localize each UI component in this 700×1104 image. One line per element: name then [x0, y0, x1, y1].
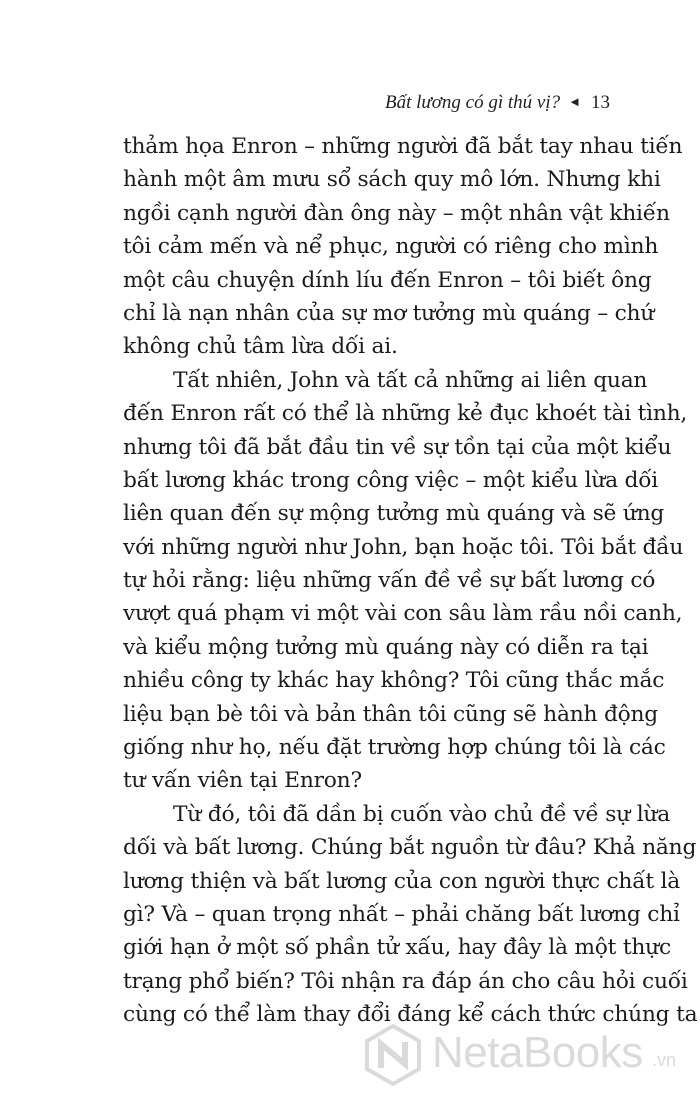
- text-line: hành một âm mưu sổ sách quy mô lớn. Nhưng khi: [123, 167, 661, 193]
- text-line: nhiều công ty khác hay không? Tôi cũng thắc mắc: [123, 668, 665, 694]
- text-line: trạng phổ biến? Tôi nhận ra đáp án cho câu hỏi cuối: [123, 968, 688, 994]
- text-line: một câu chuyện dính líu đến Enron – tôi biết ông: [123, 267, 652, 293]
- text-line: tôi cảm mến và nể phục, người có riêng cho mình: [123, 234, 659, 260]
- text-line: tự hỏi rằng: liệu những vấn đề về sự bất lương có: [123, 568, 656, 594]
- text-line: liên quan đến sự mộng tưởng mù quáng và sẽ ứng: [123, 501, 665, 527]
- text-line: liệu bạn bè tôi và bản thân tôi cũng sẽ hành động: [123, 701, 659, 727]
- text-line: giới hạn ở một số phần tử xấu, hay đây là một thực: [123, 935, 671, 961]
- netabooks-logo-icon: [362, 1024, 424, 1086]
- text-line: thảm họa Enron – những người đã bắt tay nhau tiến: [123, 134, 683, 159]
- text-line: gì? Và – quan trọng nhất – phải chăng bất lương chỉ: [123, 901, 680, 927]
- text-line: nhưng tôi đã bắt đầu tin về sự tồn tại của một kiểu: [123, 434, 672, 460]
- text-line: lương thiện và bất lương của con người thực chất là: [123, 868, 680, 894]
- paragraph-2: [123, 364, 688, 798]
- text-line: ngồi cạnh người đàn ông này – một nhân vật khiến: [123, 200, 670, 226]
- text-line: cùng có thể làm thay đổi đáng kể cách thức chúng ta: [123, 1002, 698, 1028]
- paragraph-1: [123, 130, 683, 364]
- text-line: Tất nhiên, John và tất cả những ai liên quan: [173, 367, 648, 393]
- chapter-title: Bất lương có gì thú vị?: [385, 92, 561, 113]
- text-line: và kiểu mộng tưởng mù quáng này có diễn ra tại: [123, 634, 649, 660]
- paragraph-3: [123, 798, 698, 1032]
- header-marker-icon: ◄: [568, 94, 581, 109]
- netabooks-watermark: [362, 1022, 692, 1086]
- text-line: tư vấn viên tại Enron?: [123, 768, 362, 794]
- text-line: giống như họ, nếu đặt trường hợp chúng tôi là các: [123, 735, 666, 761]
- text-line: Từ đó, tôi đã dần bị cuốn vào chủ đề về sự lừa: [173, 801, 670, 827]
- text-line: với những người như John, bạn hoặc tôi. Tôi bắt đầu: [123, 534, 684, 560]
- text-line: dối và bất lương. Chúng bắt nguồn từ đâu? Khả năng: [123, 835, 697, 861]
- text-line: bất lương khác trong công việc – một kiểu lừa dối: [123, 467, 659, 493]
- text-line: chỉ là nạn nhân của sự mơ tưởng mù quáng – chứ: [123, 300, 655, 326]
- text-line: không chủ tâm lừa dối ai.: [123, 334, 398, 360]
- body-text: [123, 130, 698, 1032]
- page-number: 13: [591, 92, 610, 113]
- text-line: đến Enron rất có thể là những kẻ đục khoét tài tình,: [123, 401, 688, 427]
- text-line: vượt quá phạm vi một vài con sâu làm rầu nồi canh,: [123, 601, 683, 627]
- watermark-suffix: .vn: [652, 1050, 677, 1070]
- running-header: [385, 92, 610, 114]
- watermark-brand: NetaBooks: [432, 1028, 643, 1077]
